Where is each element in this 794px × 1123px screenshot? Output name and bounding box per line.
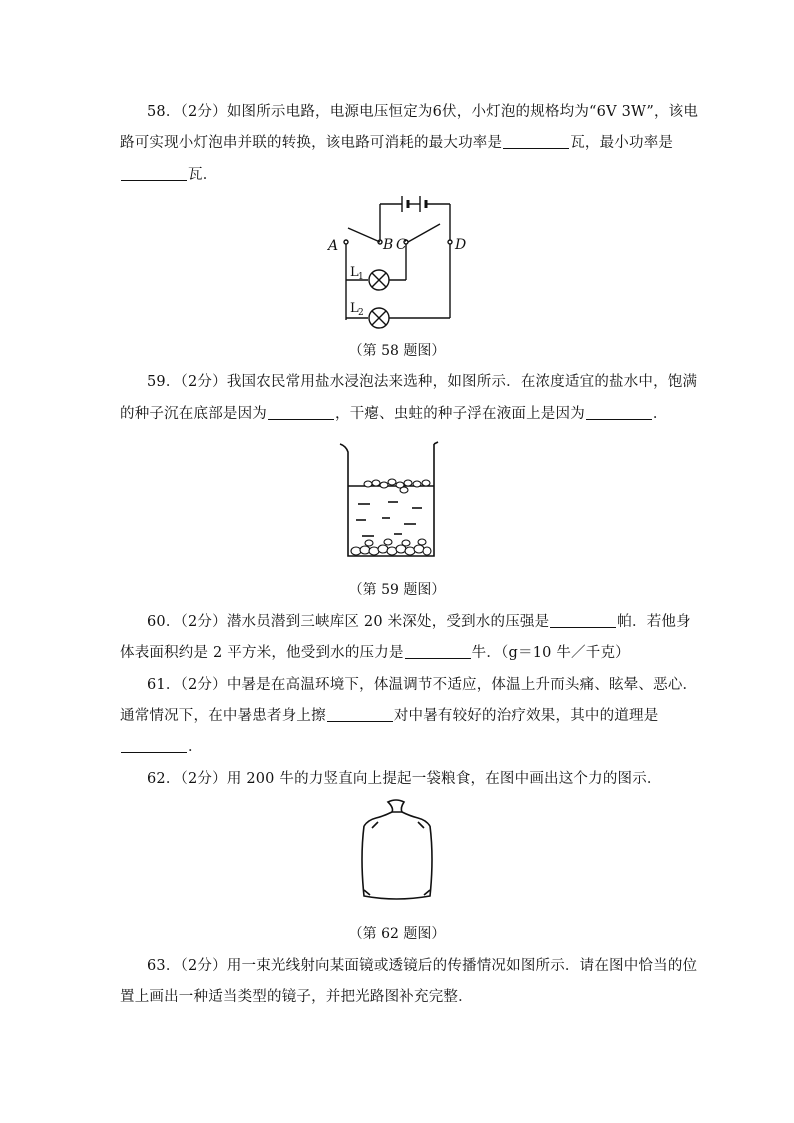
label-l1-sub: 1 — [358, 272, 364, 282]
label-a: A — [328, 238, 339, 254]
q59-line2c: ． — [652, 406, 668, 422]
q58-line2b: 瓦，最小功率是 — [570, 135, 674, 151]
q62-caption: （第 62 题图） — [348, 926, 446, 942]
label-b: B — [383, 237, 394, 253]
q58-circuit-figure — [320, 192, 480, 337]
q58-blank-min-power[interactable] — [121, 166, 187, 181]
q60-blank-pressure[interactable] — [550, 613, 616, 628]
q58-line2 — [120, 133, 673, 153]
q61-line2a: 通常情况下，在中暑患者身上擦 — [120, 708, 326, 724]
q60-line2a: 体表面积约是 2 平方米，他受到水的压力是 — [120, 645, 404, 661]
q61-blank-substance[interactable] — [327, 707, 393, 722]
label-d: D — [455, 237, 467, 253]
bag-body — [362, 826, 432, 899]
q62-grain-bag-figure — [358, 798, 438, 906]
q61-line2b: 对中暑有较好的治疗效果，其中的道理是 — [393, 708, 659, 724]
q59-caption: （第 59 题图） — [348, 582, 446, 598]
q61-line1: 61．（2分）中暑是在高温环境下，体温调节不适应，体温上升而头痛、眩晕、恶心． — [147, 677, 698, 693]
label-l2-sub: 2 — [358, 308, 364, 318]
q61-line3-text: ． — [188, 739, 203, 755]
label-l1: L — [350, 265, 359, 280]
q61-line2 — [120, 706, 658, 726]
floating-seeds — [364, 479, 430, 493]
q59-line2 — [120, 404, 668, 424]
q58-line3 — [120, 165, 217, 185]
q60-line1 — [147, 612, 691, 632]
q58-blank-max-power[interactable] — [503, 134, 569, 149]
q59-line2b: ，干瘪、虫蛀的种子浮在液面上是因为 — [335, 406, 585, 422]
q61-blank-reason[interactable] — [121, 738, 187, 753]
q59-beaker-figure — [338, 438, 448, 563]
q59-blank-float-reason[interactable] — [586, 405, 652, 420]
q59-blank-sink-reason[interactable] — [268, 405, 334, 420]
q59-line2a: 的种子沉在底部是因为 — [120, 406, 267, 422]
terminal-d — [448, 240, 452, 244]
q58-caption: （第 58 题图） — [348, 343, 446, 359]
bag-knot — [388, 800, 404, 812]
label-c: C — [396, 237, 407, 253]
q63-line2: 置上画出一种适当类型的镜子，并把光路图补充完整． — [120, 989, 473, 1005]
q58-line1: 58．（2分）如图所示电路，电源电压恒定为6伏，小灯泡的规格均为“6V 3W”，该电 — [147, 104, 699, 120]
q61-line3 — [120, 737, 203, 757]
q60-line1b: 帕．若他身 — [617, 614, 691, 630]
sunken-seeds — [351, 539, 431, 555]
q60-blank-force[interactable] — [405, 644, 471, 659]
q58-line2a: 路可实现小灯泡串并联的转换，该电路可消耗的最大功率是 — [120, 135, 503, 151]
terminal-a — [344, 240, 348, 244]
switch-ab — [348, 228, 380, 242]
q60-line2 — [120, 643, 630, 663]
switch-cd — [408, 224, 440, 242]
q63-line1: 63．（2分）用一束光线射向某面镜或透镜后的传播情况如图所示．请在图中恰当的位 — [147, 958, 698, 974]
q59-line1: 59．（2分）我国农民常用盐水浸泡法来选种，如图所示．在浓度适宜的盐水中，饱满 — [147, 374, 698, 390]
label-l2: L — [350, 301, 359, 316]
q62-line1: 62．（2分）用 200 牛的力竖直向上提起一袋粮食，在图中画出这个力的图示． — [147, 771, 662, 787]
q60-line1a: 60．（2分）潜水员潜到三峡库区 20 米深处，受到水的压强是 — [147, 614, 550, 630]
q58-line3-text: 瓦． — [188, 167, 218, 183]
q60-line2b: 牛．（g＝10 牛／千克） — [471, 645, 630, 661]
